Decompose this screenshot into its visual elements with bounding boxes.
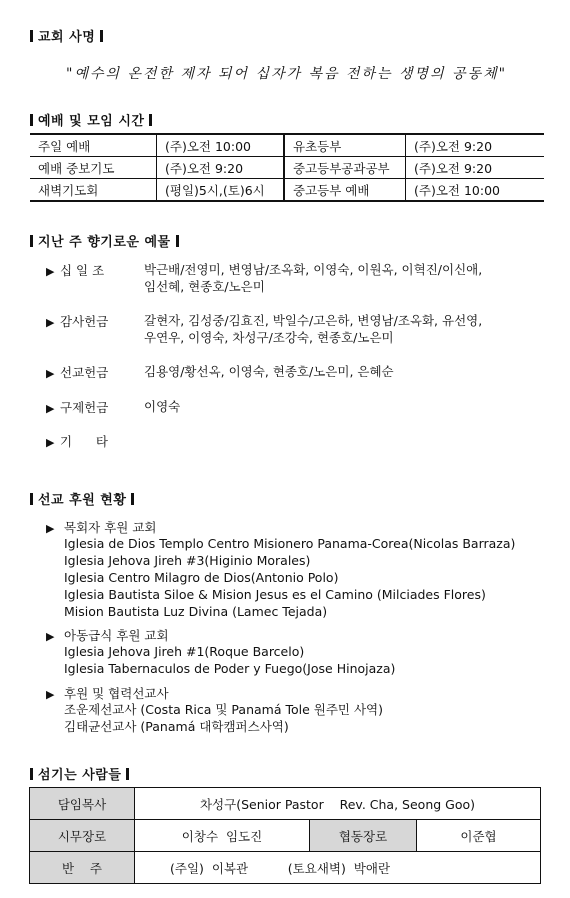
- offering-line: 박근배/전영미, 변영남/조옥화, 이영숙, 이원옥, 이혁진/이신애,: [144, 262, 483, 277]
- mission-group-feeding: [46, 626, 396, 676]
- table-row: [30, 788, 541, 820]
- missions-heading: 선교 후원 현황: [30, 489, 134, 508]
- offering-names: [144, 312, 482, 346]
- offering-item-thanks: [46, 312, 483, 345]
- list-item: Iglesia Jehova Jireh #1(Roque Barcelo): [64, 644, 305, 659]
- assoc-elder-label: 협동장로: [310, 820, 417, 852]
- list-item: Iglesia Bautista Siloe & Mision Jesus es el Camino (Milciades Flores): [64, 587, 486, 602]
- mission-group-lines: [64, 643, 395, 677]
- offerings-heading: 지난 주 향기로운 예물: [30, 231, 179, 250]
- mission-group-title: 목회자 후원 교회: [64, 520, 157, 535]
- offering-item-mission: [46, 363, 394, 381]
- mission-group-lines: [64, 701, 383, 735]
- schedule-time: (주)오전 10:00: [157, 134, 285, 157]
- schedule-name: 중고등부 예배: [284, 179, 406, 202]
- heading-bar-icon: [149, 114, 152, 126]
- schedule-name: 유초등부: [284, 134, 406, 157]
- heading-bar-icon: [126, 768, 129, 780]
- offering-item-relief: [46, 398, 181, 416]
- list-item: 김태균선교사 (Panamá 대학캠퍼스사역): [64, 719, 289, 734]
- triangle-right-icon: ▶: [46, 367, 55, 380]
- heading-bar-icon: [30, 30, 33, 42]
- heading-bar-icon: [100, 30, 103, 42]
- triangle-right-icon: ▶: [46, 522, 55, 535]
- mission-heading: 교회 사명: [30, 26, 103, 45]
- schedule-name: 주일 예배: [30, 134, 157, 157]
- offering-line: 이영숙: [144, 399, 181, 414]
- schedule-time: (주)오전 10:00: [414, 182, 500, 198]
- schedule-table: [30, 133, 544, 202]
- elder-label: 시무장로: [30, 820, 135, 852]
- servers-table: [29, 787, 541, 884]
- heading-bar-icon: [131, 493, 134, 505]
- offering-line: 우연우, 이영숙, 차성구/조강숙, 현종호/노은미: [144, 330, 394, 345]
- list-item: Iglesia Jehova Jireh #3(Higinio Morales): [64, 553, 311, 568]
- triangle-right-icon: ▶: [46, 402, 55, 415]
- triangle-right-icon: ▶: [46, 630, 55, 643]
- elder-value: 이창수 임도진: [135, 820, 310, 852]
- list-item: Iglesia de Dios Templo Centro Misionero Panama-Corea(Nicolas Barraza): [64, 536, 516, 551]
- table-row: [30, 852, 541, 884]
- offering-item-other: [46, 432, 128, 450]
- mission-group-pastors: [46, 518, 516, 619]
- heading-bar-icon: [30, 114, 33, 126]
- mission-group-title: 아동급식 후원 교회: [64, 628, 169, 643]
- list-item: Iglesia Tabernaculos de Poder y Fuego(Jose Hinojaza): [64, 661, 396, 676]
- list-item: Mision Bautista Luz Divina (Lamec Tejada): [64, 604, 328, 619]
- schedule-name: 새벽기도회: [30, 179, 157, 202]
- table-row: [30, 134, 544, 157]
- table-row: [30, 179, 544, 202]
- offering-label: 십 일 조: [60, 263, 105, 278]
- mission-group-lines: [64, 535, 515, 620]
- schedule-name: 중고등부공과공부: [284, 157, 406, 179]
- list-item: Iglesia Centro Milagro de Dios(Antonio Polo): [64, 570, 339, 585]
- schedule-time: (주)오전 9:20: [157, 157, 285, 179]
- mission-group-missionaries: [46, 684, 383, 734]
- senior-pastor-value: 차성구(Senior Pastor Rev. Cha, Seong Goo): [135, 788, 541, 820]
- offering-label: 기 타: [60, 434, 108, 449]
- list-item: 조운제선교사 (Costa Rica 및 Panamá Tole 원주민 사역): [64, 702, 383, 717]
- table-row: [30, 157, 544, 179]
- assoc-elder-value: 이준협: [417, 820, 541, 852]
- triangle-right-icon: ▶: [46, 436, 55, 449]
- heading-bar-icon: [30, 768, 33, 780]
- schedule-heading: 예배 및 모임 시간: [30, 110, 152, 129]
- offering-names: [144, 261, 482, 295]
- offering-names: [144, 398, 180, 415]
- schedule-name: 예배 중보기도: [30, 157, 157, 179]
- accompanist-label: 반 주: [30, 852, 135, 884]
- offering-label: 구제헌금: [60, 400, 109, 415]
- triangle-right-icon: ▶: [46, 316, 55, 329]
- offering-item-tithe: [46, 261, 483, 294]
- offering-line: 김용영/황선옥, 이영숙, 현종호/노은미, 은혜순: [144, 364, 394, 379]
- schedule-time: (주)오전 9:20: [414, 138, 493, 154]
- offering-label: 감사헌금: [60, 314, 109, 329]
- offering-line: 갈현자, 김성중/김효진, 박일수/고은하, 변영남/조옥화, 유선영,: [144, 313, 483, 328]
- offering-line: 임선혜, 현종호/노은미: [144, 279, 265, 294]
- mission-group-title: 후원 및 협력선교사: [64, 686, 169, 701]
- schedule-time: (평일)5시,(토)6시: [157, 179, 285, 202]
- offering-label: 선교헌금: [60, 365, 109, 380]
- schedule-time: (주)오전 9:20: [414, 160, 493, 176]
- heading-bar-icon: [30, 235, 33, 247]
- offering-names: [144, 363, 394, 380]
- church-motto: "예수의 온전한 제자 되어 십자가 복음 전하는 생명의 공동체": [66, 66, 508, 82]
- table-row: [30, 820, 541, 852]
- senior-pastor-label: 담임목사: [30, 788, 135, 820]
- triangle-right-icon: ▶: [46, 688, 55, 701]
- accompanist-value: (주일) 이복관 (토요새벽) 박애란: [135, 852, 541, 884]
- heading-bar-icon: [176, 235, 179, 247]
- triangle-right-icon: ▶: [46, 265, 55, 278]
- servers-heading: 섬기는 사람들: [30, 764, 129, 783]
- heading-bar-icon: [30, 493, 33, 505]
